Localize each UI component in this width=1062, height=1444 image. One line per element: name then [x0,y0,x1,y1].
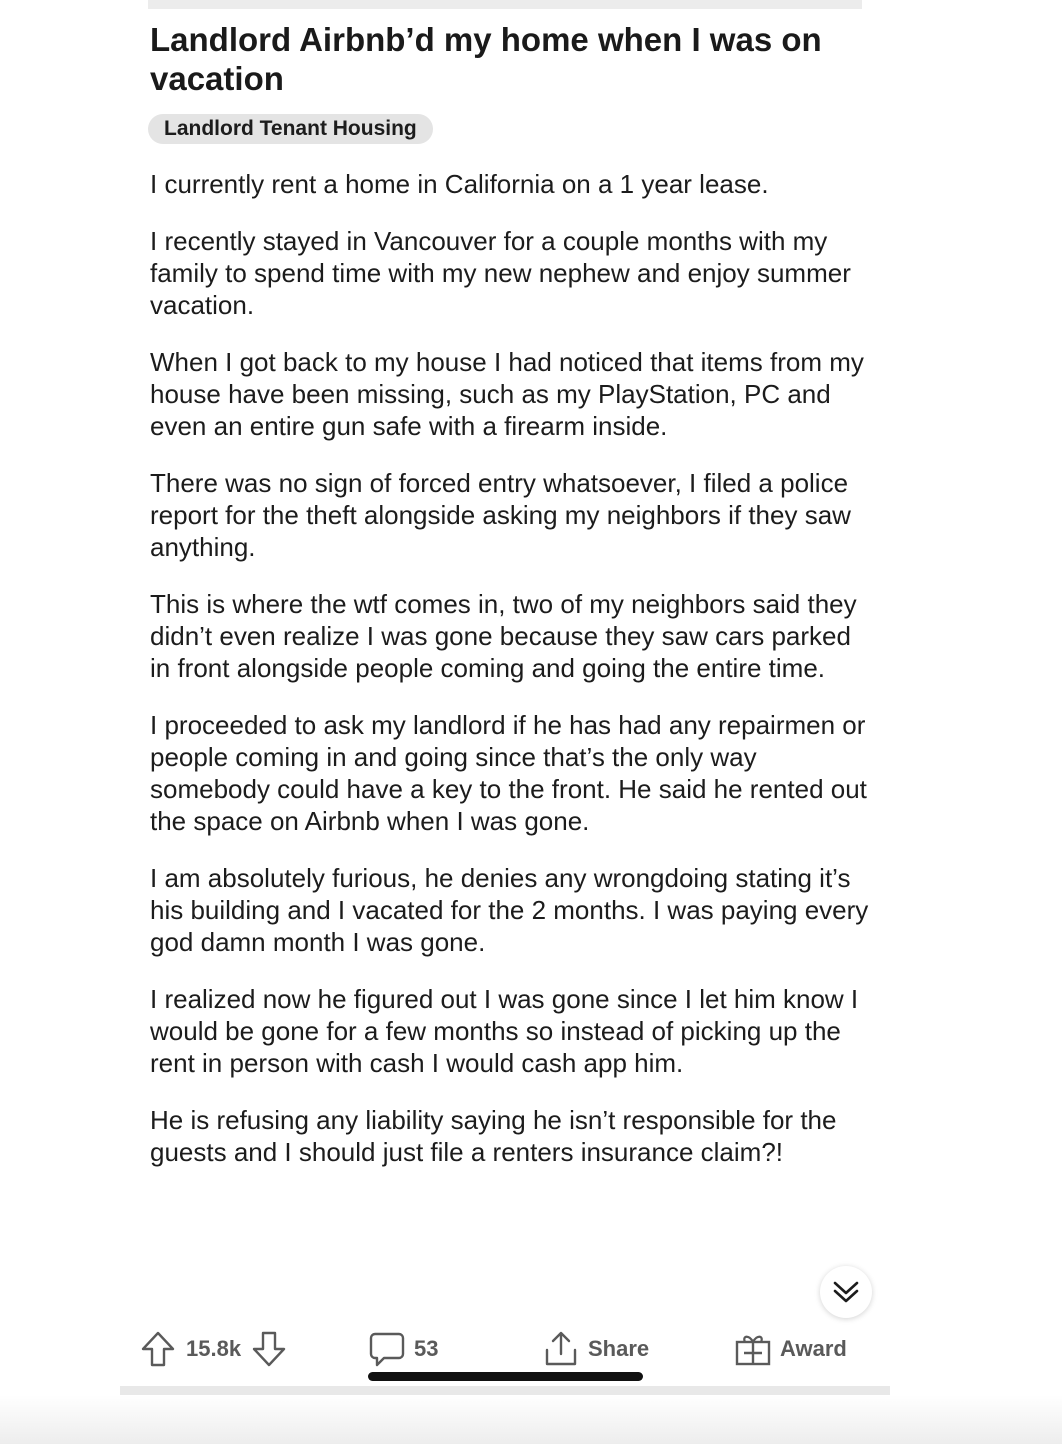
post-paragraph: I am absolutely furious, he denies any wrongdoing stating it’s his building and I vacated for the 2 months. I was paying every god damn month I was gone. [150,863,869,957]
gift-box-icon [734,1330,772,1368]
comments-button[interactable] [368,1326,438,1372]
post-paragraph: I currently rent a home in California on a 1 year lease. [150,169,769,199]
vote-count: 15.8k [186,1336,242,1361]
post-title: Landlord Airbnb’d my home when I was on vacation [150,21,822,97]
speech-bubble-icon [368,1330,406,1368]
post-flair[interactable]: Landlord Tenant Housing [148,114,433,144]
post-paragraph: I proceeded to ask my landlord if he has had any repairmen or people coming in and going since that’s the only way somebody could have a key to the front. He said he rented out the space on Airbnb when I was gone. [150,710,867,836]
top-divider [148,0,862,9]
award-button[interactable] [734,1326,847,1372]
share-upload-icon [542,1330,580,1368]
upvote-arrow-icon[interactable] [140,1330,176,1368]
share-button[interactable] [542,1326,649,1372]
bottom-fade [0,1395,1062,1444]
award-label: Award [780,1336,847,1361]
post-paragraph: There was no sign of forced entry whatsoever, I filed a police report for the theft alongside asking my neighbors if they saw anything. [150,468,851,562]
comment-count: 53 [414,1336,439,1361]
post-paragraph: I realized now he figured out I was gone since I let him know I would be gone for a few months so instead of picking up the rent in person with cash I would cash app him. [150,984,859,1078]
post-paragraph: He is refusing any liability saying he isn’t responsible for the guests and I should just file a renters insurance claim?! [150,1105,837,1167]
scroll-down-button[interactable] [820,1266,872,1318]
post-paragraph: When I got back to my house I had noticed that items from my house have been missing, such as my PlayStation, PC and even an entire gun safe with a firearm inside. [150,347,864,441]
share-label: Share [588,1336,650,1361]
double-chevron-down-icon [831,1277,861,1307]
bottom-divider [120,1386,890,1395]
post-body [150,168,870,1168]
post-paragraph: This is where the wtf comes in, two of my neighbors said they didn’t even realize I was gone because they saw cars parked in front alongside people coming and going the entire time. [150,589,857,683]
downvote-arrow-icon[interactable] [251,1330,287,1368]
post [150,20,870,1193]
vote-control [140,1326,287,1372]
post-action-bar [140,1326,870,1372]
post-paragraph: I recently stayed in Vancouver for a couple months with my family to spend time with my new nephew and enjoy summer vacation. [150,226,851,320]
home-indicator[interactable] [368,1372,643,1381]
